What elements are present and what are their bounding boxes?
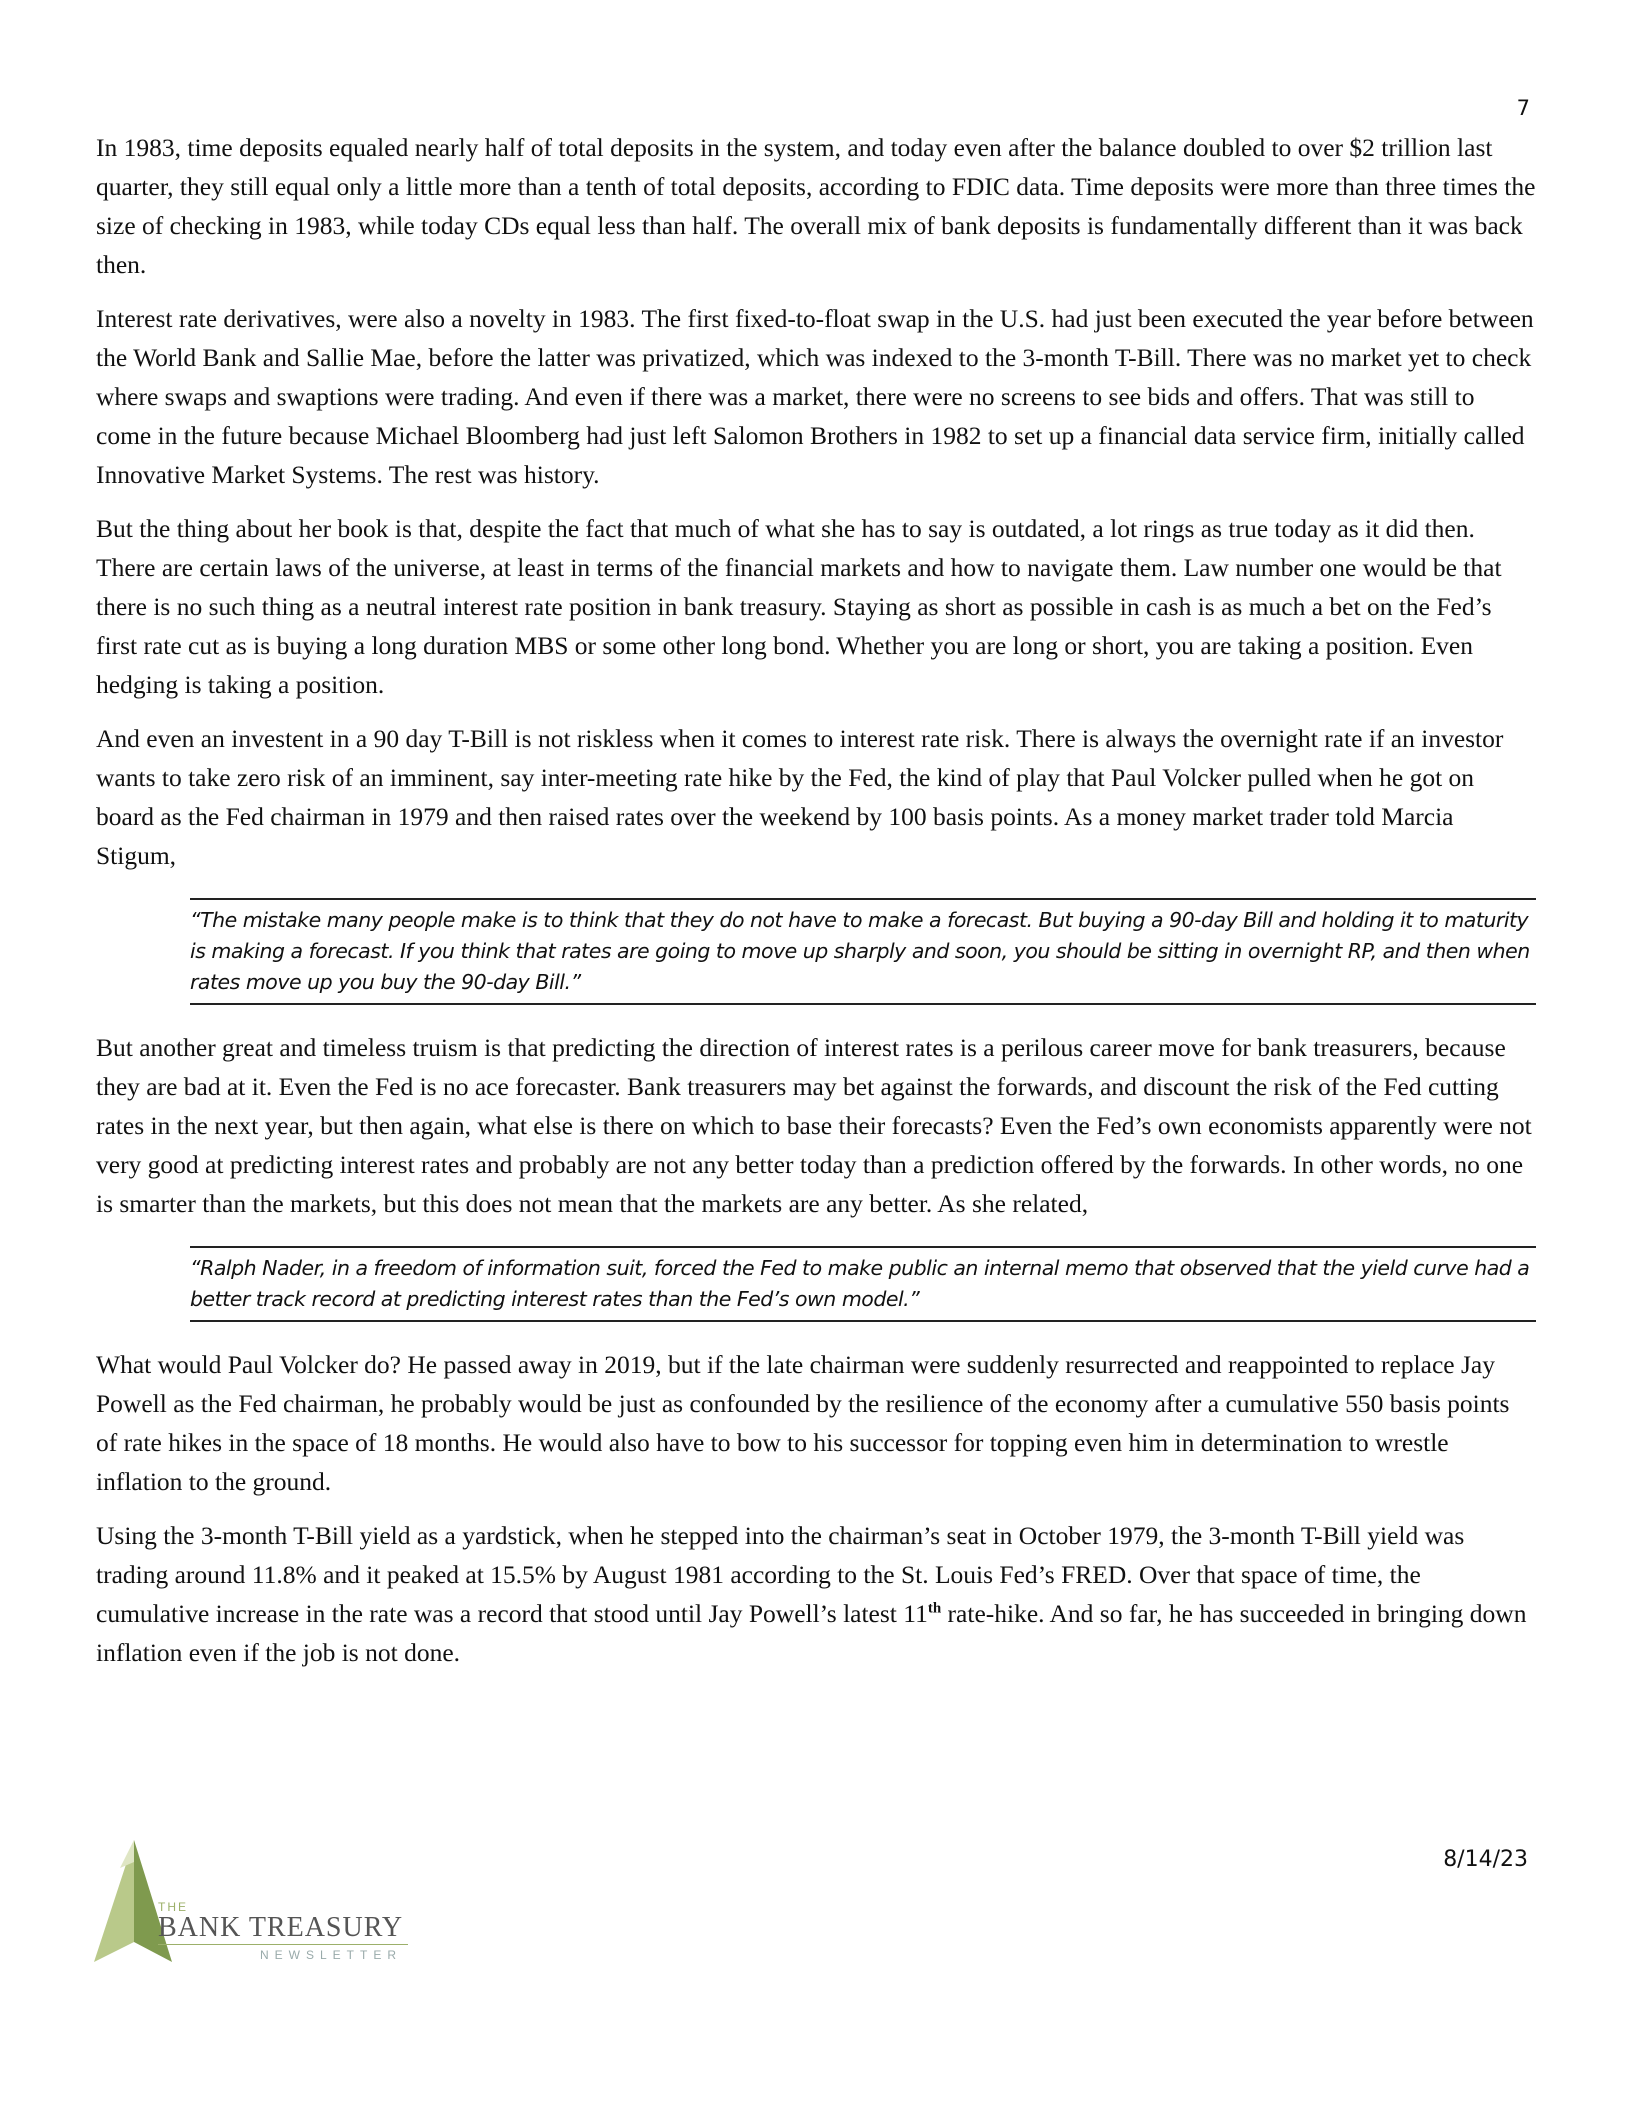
- logo-divider: [158, 1944, 408, 1945]
- paragraph-7-part2: rate-hike. And so far, he has succeeded in bringing down inflation even if the job is not done.: [96, 1599, 1527, 1667]
- paragraph-5: But another great and timeless truism is that predicting the direction of interest rates is a perilous career move for bank treasurers, because they are bad at it. Even the Fed is no ace forecaster. Bank treasurers may bet against the forwards, and discount the risk of the Fed cutting rates in the next year, but then again, what else is there on which to base their forecasts? Even the Fed’s own economists apparently were not very good at predicting interest rates and probably are not any better today than a prediction offered by the forwards. In other words, no one is smarter than the markets, but this does not mean that the markets are any better. As she related,: [96, 1033, 1532, 1218]
- paragraph-4: And even an investent in a 90 day T-Bill is not riskless when it comes to interest rate risk. There is always the overnight rate if an investor wants to take zero risk of an imminent, say inter-meeting rate hike by the Fed, the kind of play that Paul Volcker pulled when he got on board as the Fed chairman in 1979 and then raised rates over the weekend by 100 basis points. As a money market trader told Marcia Stigum,: [96, 724, 1504, 870]
- block-quote-2: “Ralph Nader, in a freedom of information suit, forced the Fed to make public an internal memo that observed that the yield curve had a better track record at predicting interest rates than the Fed’s own model.”: [190, 1246, 1536, 1322]
- paragraph-7-part1: Using the 3-month T-Bill yield as a yardstick, when he stepped into the chairman’s seat in October 1979, the 3-month T-Bill yield was trading around 11.8% and it peaked at 15.5% by August 1981 according to the St. Louis Fed’s FRED. Over that space of time, the cumulative increase in the rate was a record that stood until Jay Powell’s latest 11: [96, 1521, 1465, 1628]
- ordinal-superscript: th: [927, 1600, 942, 1617]
- paragraph-6: What would Paul Volcker do? He passed away in 2019, but if the late chairman were suddenly resurrected and reappointed to replace Jay Powell as the Fed chairman, he probably would be just as confounded by the resilience of the economy after a cumulative 550 basis points of rate hikes in the space of 18 months. He would also have to bow to his successor for topping even him in determination to wrestle inflation to the ground.: [96, 1350, 1510, 1496]
- paragraph-2: Interest rate derivatives, were also a novelty in 1983. The first fixed-to-float swap in the U.S. had just been executed the year before between the World Bank and Sallie Mae, before the latter was privatized, which was indexed to the 3-month T-Bill. There was no market yet to check where swaps and swaptions were trading. And even if there was a market, there were no screens to see bids and offers. That was still to come in the future because Michael Bloomberg had just left Salomon Brothers in 1982 to set up a financial data service firm, initially called Innovative Market Systems. The rest was history.: [96, 304, 1534, 489]
- paragraph-1: In 1983, time deposits equaled nearly half of total deposits in the system, and today even after the balance doubled to over $2 trillion last quarter, they still equal only a little more than a tenth of total deposits, according to FDIC data. Time deposits were more than three times the size of checking in 1983, while today CDs equal less than half. The overall mix of bank deposits is fundamentally different than it was back then.: [96, 133, 1536, 279]
- logo-name-text: BANK TREASURY: [158, 1912, 404, 1943]
- block-quote-1: “The mistake many people make is to think that they do not have to make a forecast. But buying a 90-day Bill and holding it to maturity is making a forecast. If you think that rates are going to move up sharply and soon, you should be sitting in overnight RP, and then when rates move up you buy the 90-day Bill.”: [190, 898, 1536, 1005]
- page-number: 7: [1516, 96, 1530, 120]
- bank-treasury-logo: [94, 1838, 424, 1968]
- paragraph-7: [96, 1516, 1536, 1672]
- logo-the-text: THE: [158, 1900, 188, 1914]
- article-body: [96, 128, 1536, 1687]
- paragraph-3: But the thing about her book is that, despite the fact that much of what she has to say is outdated, a lot rings as true today as it did then. There are certain laws of the universe, at least in terms of the financial markets and how to navigate them. Law number one would be that there is no such thing as a neutral interest rate position in bank treasury. Staying as short as possible in cash is as much a bet on the Fed’s first rate cut as is buying a long duration MBS or some other long bond. Whether you are long or short, you are taking a position. Even hedging is taking a position.: [96, 514, 1502, 699]
- logo-sub-text: NEWSLETTER: [260, 1948, 403, 1962]
- page-date: 8/14/23: [1443, 1847, 1528, 1872]
